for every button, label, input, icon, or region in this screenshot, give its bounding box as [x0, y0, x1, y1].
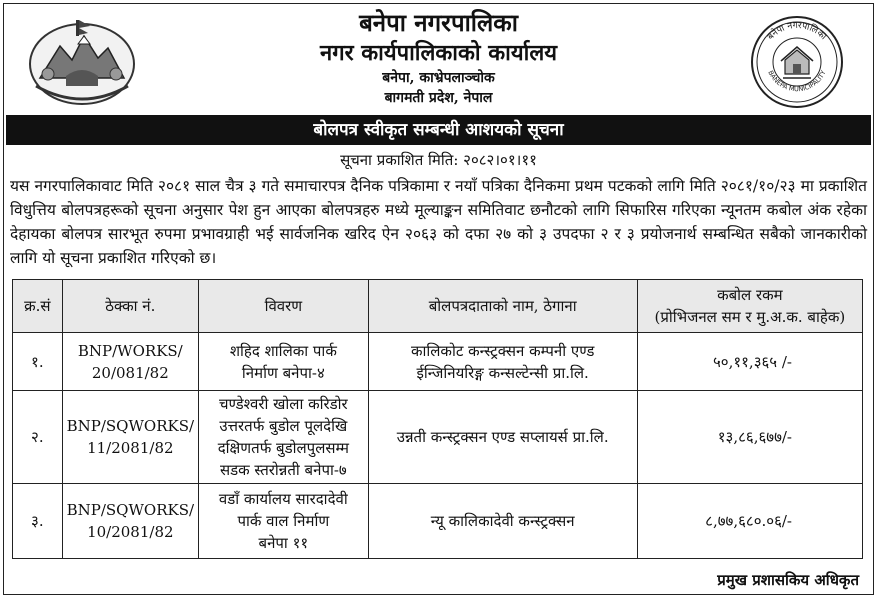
contract-no-line: 10/2081/82: [87, 523, 174, 541]
bidder-line: न्यू कालिकादेवी कन्स्ट्रक्सन: [430, 512, 575, 530]
cell-amount: १३,८६,६७७/-: [637, 391, 862, 484]
signatory-title: प्रमुख प्रशासकिय अधिकृत: [717, 571, 859, 589]
description-line: चण्डेश्वरी खोला करिडोर: [218, 395, 348, 413]
bidder-line: कालिकोट कन्स्ट्रक्सन कम्पनी एण्ड: [410, 341, 595, 360]
cell-bidder: [368, 333, 637, 391]
tender-table: [12, 279, 863, 559]
contract-no-line: 20/081/82: [91, 363, 169, 382]
col-header-contract-no: ठेक्का नं.: [62, 280, 198, 333]
published-date: सूचना प्रकाशित मिति: २०८२।०१।११: [340, 151, 537, 169]
table-header-row: [13, 280, 863, 333]
description-line: वडाँ कार्यालय सारदादेवी: [218, 490, 348, 508]
cell-contract-no: [62, 333, 198, 391]
notice-header: [4, 4, 873, 114]
bidder-line: उन्नती कन्स्ट्रक्सन एण्ड सप्लायर्स प्रा.लि.: [396, 428, 609, 446]
cell-sn: १.: [13, 333, 63, 391]
table-row: [13, 484, 863, 559]
office-name: नगर कार्यपालिकाको कार्यालय: [320, 40, 557, 66]
contract-no-line: BNP/WORKS/: [77, 341, 183, 360]
col-header-sn: क्र.सं: [13, 280, 63, 333]
svg-text:बनेपा नगरपालिका: बनेपा नगरपालिका: [765, 20, 829, 43]
address-line-1: बनेपा, काभ्रेपलाञ्चोक: [382, 70, 495, 86]
notice-body-text: यस नगरपालिकावाट मिति २०८१ साल चैत्र ३ गते समाचारपत्र दैनिक पत्रिकामा र नयाँ पत्रिका दैनिकमा प्रथम पटकको लागि मिति २०८१/१०/२३ मा प्रकाशित विधुत्तिय बोलपत्रहरूको सूचना अनुसार पेश हुन आएका बोलपत्रहरु मध्ये मूल्याङ्कन समितिवाट छनौटको लागि सिफारिस गरिएका न्यूनतम कबोल अंक रहेका देहायका बोलपत्र सारभूत रुपमा प्रभावग्राही भई सार्वजनिक खरिद ऐन २०६३ को दफा २७ को ३ उपदफा २ र ३ प्रयोजनार्थ सम्बन्धित सबैको जानकारीको लागि यो सूचना प्रकाशित गरिएको छ।: [10, 177, 867, 267]
col-header-amount-line-1: कबोल रकम: [717, 286, 783, 304]
cell-bidder: [368, 484, 637, 559]
notice-title-banner: बोलपत्र स्वीकृत सम्बन्धी आशयको सूचना: [6, 115, 871, 145]
contract-no-line: BNP/SQWORKS/: [66, 501, 195, 519]
cell-amount: ५०,११,३६५ /-: [637, 333, 862, 391]
table-row: [13, 333, 863, 391]
description-line: बनेपा ११: [258, 534, 309, 552]
table-row: [13, 391, 863, 484]
bidder-line: ईन्जिनियरिङ्ग कन्सल्टेन्सी प्रा.लि.: [416, 363, 589, 382]
description-line: सडक स्तरोन्नती बनेपा-७: [219, 461, 347, 479]
cell-sn: २.: [13, 391, 63, 484]
cell-sn: ३.: [13, 484, 63, 559]
cell-bidder: [368, 391, 637, 484]
municipality-name: बनेपा नगरपालिका: [359, 8, 518, 37]
description-line: दक्षिणतर्फ बुडोलपुलसम्म: [217, 439, 349, 457]
col-header-amount: [637, 280, 862, 333]
description-line: निर्माण बनेपा-४: [241, 363, 325, 382]
description-line: शहिद शालिका पार्क: [229, 341, 337, 360]
cell-amount: ८,७७,६८०.०६/-: [637, 484, 862, 559]
cell-contract-no: [62, 484, 198, 559]
municipality-seal-icon: [749, 14, 845, 110]
cell-description: [199, 391, 369, 484]
col-header-description: विवरण: [199, 280, 369, 333]
notice-page: [3, 3, 874, 595]
col-header-bidder: बोलपत्रदाताको नाम, ठेगाना: [368, 280, 637, 333]
contract-no-line: 11/2081/82: [87, 439, 174, 457]
description-line: पार्क वाल निर्माण: [237, 512, 330, 530]
cell-contract-no: [62, 391, 198, 484]
cell-description: [199, 484, 369, 559]
cell-description: [199, 333, 369, 391]
svg-text:BANEPA MUNICIPALITY: BANEPA MUNICIPALITY: [766, 69, 828, 94]
description-line: उत्तरतर्फ बुडोल पूलदेखि: [219, 417, 348, 435]
contract-no-line: BNP/SQWORKS/: [66, 417, 195, 435]
address-line-2: बागमती प्रदेश, नेपाल: [384, 90, 493, 106]
col-header-amount-line-2: (प्रोभिजनल सम र मु.अ.क. बाहेक): [654, 308, 846, 326]
